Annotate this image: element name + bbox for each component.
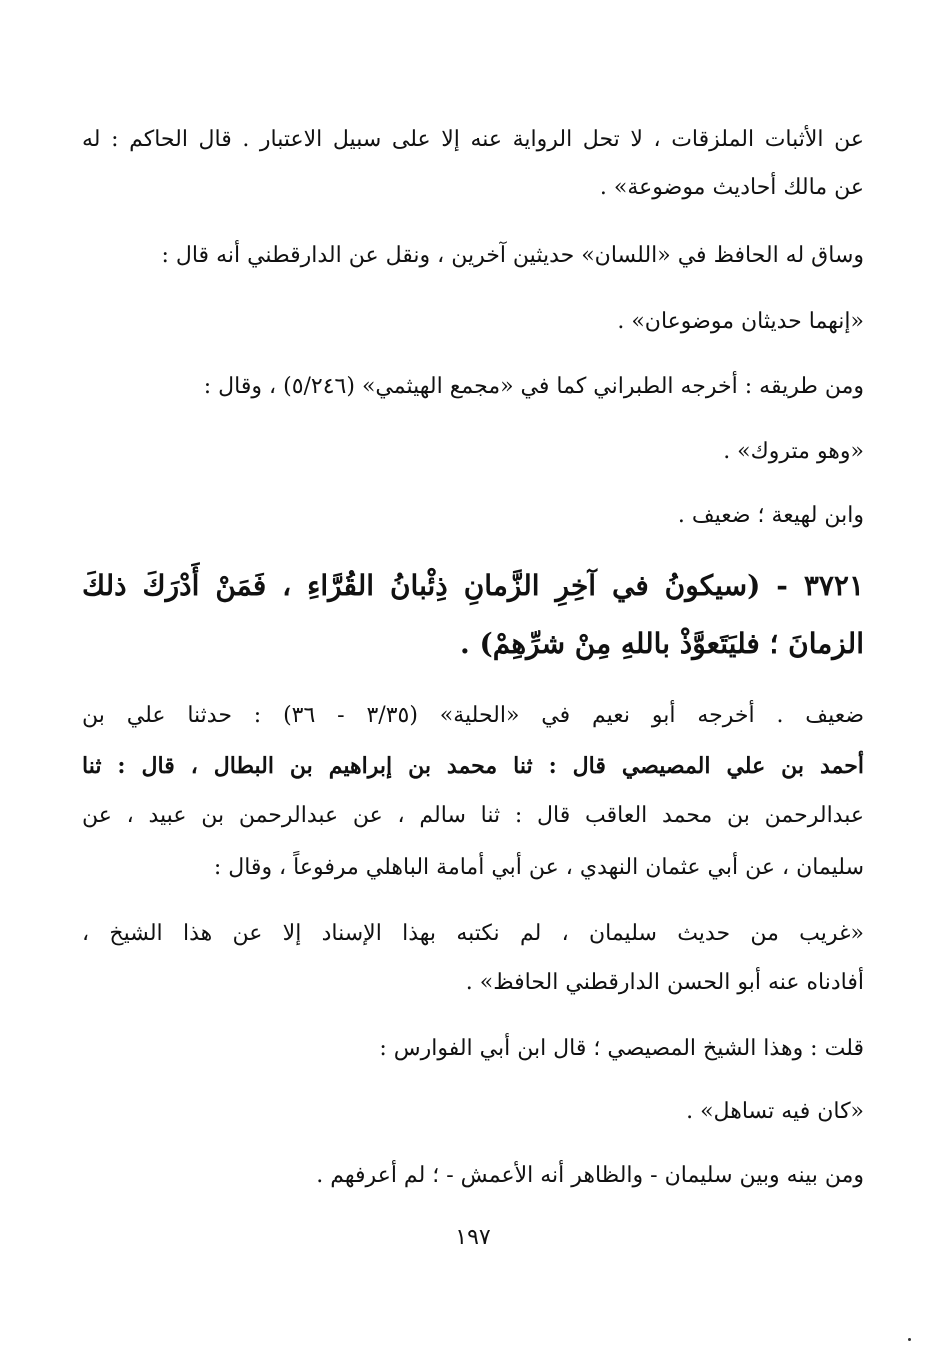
text-line: وساق له الحافظ في «اللسان» حديثين آخرين ، ونقل عن الدارقطني أنه قال : [161, 243, 864, 268]
text-line: ومن بينه وبين سليمان - والظاهر أنه الأعمش - ؛ لم أعرفهم . [316, 1163, 864, 1188]
text-line: سليمان ، عن أبي عثمان النهدي ، عن أبي أمامة الباهلي مرفوعاً ، وقال : [213, 855, 864, 880]
text-line: «إنهما حديثان موضوعان» . [617, 309, 864, 334]
text-line: وابن لهيعة ؛ ضعيف . [677, 503, 864, 528]
page-number: ١٩٧ [455, 1225, 491, 1250]
text-line: قلت : وهذا الشيخ المصيصي ؛ قال ابن أبي الفوارس : [379, 1036, 864, 1061]
text-line: عن الأثبات الملزقات ، لا تحل الرواية عنه إلا على سبيل الاعتبار . قال الحاكم : له [82, 127, 864, 152]
text-line: عن مالك أحاديث موضوعة» . [599, 175, 864, 200]
text-line: ضعيف . أخرجه أبو نعيم في «الحلية» (٣/٣٥ - ٣٦) : حدثنا علي بن [82, 703, 865, 728]
hadith-heading-line: ٣٧٢١ - (سيكونُ في آخِرِ الزَّمانِ ذِئْبانُ القُرَّاءِ ، فَمَنْ أَدْرَكَ ذلكَ [82, 569, 864, 602]
text-line: عبدالرحمن بن محمد العاقب قال : ثنا سالم ، عن عبدالرحمن بن عبيد ، عن [82, 803, 864, 828]
text-line: أحمد بن علي المصيصي قال : ثنا محمد بن إبراهيم بن البطال ، قال : ثنا [82, 753, 864, 779]
text-line: «غريب من حديث سليمان ، لم نكتبه بهذا الإسناد إلا عن هذا الشيخ ، [82, 921, 864, 946]
text-line: «كان فيه تساهل» . [686, 1099, 864, 1124]
text-line: ومن طريقه : أخرجه الطبراني كما في «مجمع الهيثمي» (٥/٢٤٦) ، وقال : [203, 374, 864, 399]
scan-speck [908, 1338, 911, 1341]
text-line: أفادناه عنه أبو الحسن الدارقطني الحافظ» . [465, 970, 864, 995]
text-line: «وهو متروك» . [723, 439, 864, 464]
hadith-heading-line: الزمانَ ؛ فليَتَعوَّذْ باللهِ مِنْ شرِّهِمْ) . [460, 627, 864, 660]
